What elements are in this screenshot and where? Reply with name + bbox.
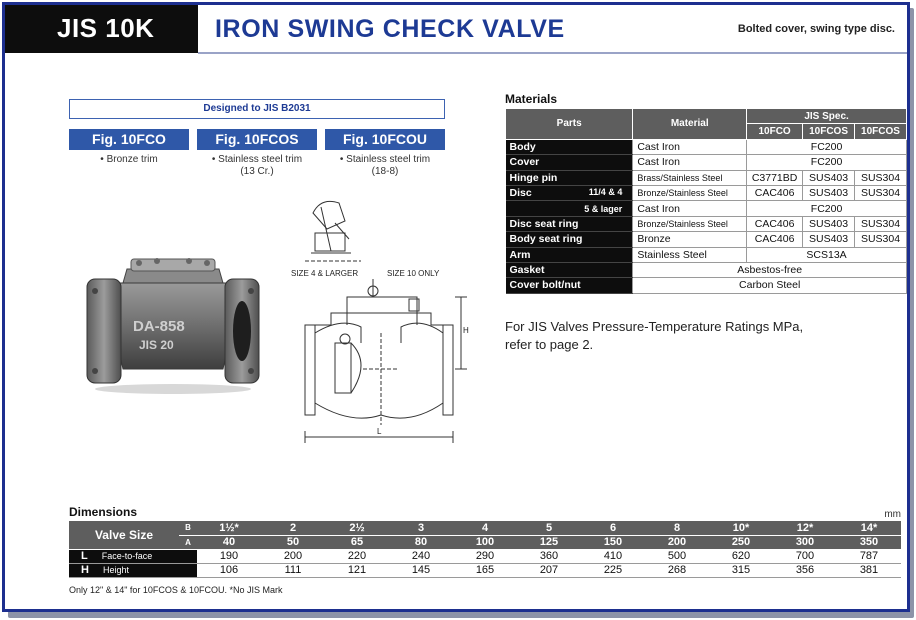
b-size: 8 [645,521,709,535]
fig-10fco-badge: Fig. 10FCO [69,129,189,150]
face-to-face-label [69,549,197,563]
materials-row-cover [506,155,907,170]
material-value: Asbestos-free [633,262,907,277]
spec-10fco: CAC406 [747,216,803,231]
h-code: H [81,564,89,576]
note-line-2: refer to page 2. [505,337,594,352]
spec-value: FC200 [747,139,907,154]
b-size: 4 [453,521,517,535]
a-size: 65 [325,535,389,549]
dimensions-table [69,521,901,578]
dimensions-title: Dimensions [69,505,138,519]
h-value: 225 [581,563,645,577]
fig-10fcos-note [197,154,317,178]
b-size: 10* [709,521,773,535]
designed-to-box: Designed to JIS B2031 [69,99,445,119]
dimensions-unit: mm [884,509,901,520]
h-value: 106 [197,563,261,577]
note-line-1: For JIS Valves Pressure-Temperature Ratings MPa, [505,319,804,334]
pressure-rating-note [505,318,803,354]
header-code-block [5,5,198,53]
a-size: 50 [261,535,325,549]
spec-value: FC200 [747,155,907,170]
h-value: 268 [645,563,709,577]
materials-row-disc-seat-ring [506,216,907,231]
part-label: Body [506,139,633,154]
l-value: 500 [645,549,709,563]
l-value: 620 [709,549,773,563]
header-divider [198,52,907,54]
valve-photo [83,239,263,395]
h-value: 145 [389,563,453,577]
h-value: 207 [517,563,581,577]
dim-row-face-to-face [69,549,901,563]
spec-value: SCS13A [747,247,907,262]
b-size: 2 [261,521,325,535]
h-text: Height [102,565,129,575]
dim-row-b [69,521,901,535]
l-value: 240 [389,549,453,563]
a-size: 100 [453,535,517,549]
h-value: 111 [261,563,325,577]
fig-10fco-note-line1: • Bronze trim [100,154,158,165]
a-size: 250 [709,535,773,549]
a-size: 80 [389,535,453,549]
part-label: Cover [506,155,633,170]
spec-10fcos: SUS403 [803,170,855,185]
material-value: Cast Iron [633,201,747,216]
material-value: Bronze/Stainless Steel [633,185,747,200]
disc-size-small: 11/4 & 4 [588,187,623,198]
b-size: 12* [773,521,837,535]
fig-10fcos-badge: Fig. 10FCOS [197,129,317,150]
b-size: 6 [581,521,645,535]
disc-label: Disc [509,187,532,200]
spec-10fcou: SUS304 [855,170,907,185]
l-text: Face-to-face [101,551,153,561]
size-10-only-label: SIZE 10 ONLY [387,269,440,278]
a-size: 300 [773,535,837,549]
spec-10fcos: SUS403 [803,185,855,200]
fig-10fcou-note-line2: (18-8) [371,166,399,177]
disc-size-large: 5 & lager [584,203,623,214]
page-subtitle: Bolted cover, swing type disc. [737,23,895,35]
material-value: Stainless Steel [633,247,747,262]
fig-10fcos-note-line1: • Stainless steel trim [211,154,303,165]
fig-10fco-note [69,154,189,166]
part-label: Body seat ring [506,232,633,247]
b-size: 14* [837,521,901,535]
l-value: 200 [261,549,325,563]
a-size: 125 [517,535,581,549]
part-label: Cover bolt/nut [506,278,633,293]
material-value: Carbon Steel [633,278,907,293]
materials-header-parts: Parts [506,109,633,140]
a-size: 40 [197,535,261,549]
h-value: 381 [837,563,901,577]
spec-10fcou: SUS304 [855,185,907,200]
dim-row-height [69,563,901,577]
a-label: A [179,535,197,549]
l-value: 410 [581,549,645,563]
materials-title: Materials [505,92,558,106]
photo-marking-1: DA-858 [133,318,185,335]
material-value: Bronze [633,232,747,247]
dim-row-a [69,535,901,549]
dimensions-footnote: Only 12" & 14" for 10FCOS & 10FCOU. *No JIS Mark [69,585,283,595]
part-label-disc-large [506,201,633,216]
spec-10fco: CAC406 [747,232,803,247]
spec-10fcou: SUS304 [855,216,907,231]
materials-row-disc-small [506,185,907,200]
a-size: 150 [581,535,645,549]
b-size: 2½ [325,521,389,535]
catalog-page [2,2,910,612]
l-value: 290 [453,549,517,563]
spec-value: FC200 [747,201,907,216]
height-label [69,563,197,577]
materials-subheader-10fcos-2: 10FCOS [855,124,907,139]
materials-row-arm [506,247,907,262]
spec-10fcos: SUS403 [803,216,855,231]
b-size: 5 [517,521,581,535]
materials-row-cover-bolt [506,278,907,293]
l-value: 190 [197,549,261,563]
material-value: Bronze/Stainless Steel [633,216,747,231]
h-value: 121 [325,563,389,577]
materials-row-disc-large [506,201,907,216]
materials-row-gasket [506,262,907,277]
material-value: Cast Iron [633,155,747,170]
spec-10fco: CAC406 [747,185,803,200]
dim-h-label: H [463,326,469,335]
b-label: B [179,521,197,535]
materials-row-body-seat-ring [506,232,907,247]
header-code: JIS 10K [57,13,155,43]
l-value: 787 [837,549,901,563]
fig-10fcou-note [325,154,445,178]
materials-subheader-10fcos: 10FCOS [803,124,855,139]
l-value: 360 [517,549,581,563]
material-value: Brass/Stainless Steel [633,170,747,185]
materials-header-jis: JIS Spec. [747,109,907,124]
valve-size-label: Valve Size [69,521,179,549]
materials-table [505,108,907,294]
b-size: 1½* [197,521,261,535]
h-value: 165 [453,563,517,577]
dim-l-label: L [377,427,382,436]
fig-10fcou-badge: Fig. 10FCOU [325,129,445,150]
part-label: Hinge pin [506,170,633,185]
materials-row-hinge-pin [506,170,907,185]
fig-10fcou-note-line1: • Stainless steel trim [339,154,431,165]
materials-header-material: Material [633,109,747,140]
l-value: 700 [773,549,837,563]
materials-row-body [506,139,907,154]
l-value: 220 [325,549,389,563]
fig-10fcos-note-line2: (13 Cr.) [240,166,274,177]
part-label: Disc seat ring [506,216,633,231]
a-size: 350 [837,535,901,549]
part-label: Arm [506,247,633,262]
size-4-larger-label: SIZE 4 & LARGER [291,269,359,278]
photo-marking-2: JIS 20 [139,338,174,352]
valve-section-drawing [291,193,473,445]
part-label: Gasket [506,262,633,277]
a-size: 200 [645,535,709,549]
material-value: Cast Iron [633,139,747,154]
materials-subheader-10fco: 10FCO [747,124,803,139]
l-code: L [81,550,88,562]
spec-10fco: C3771BD [747,170,803,185]
page-title: IRON SWING CHECK VALVE [215,15,565,43]
h-value: 315 [709,563,773,577]
h-value: 356 [773,563,837,577]
part-label-disc [506,185,633,200]
spec-10fcou: SUS304 [855,232,907,247]
b-size: 3 [389,521,453,535]
spec-10fcos: SUS403 [803,232,855,247]
